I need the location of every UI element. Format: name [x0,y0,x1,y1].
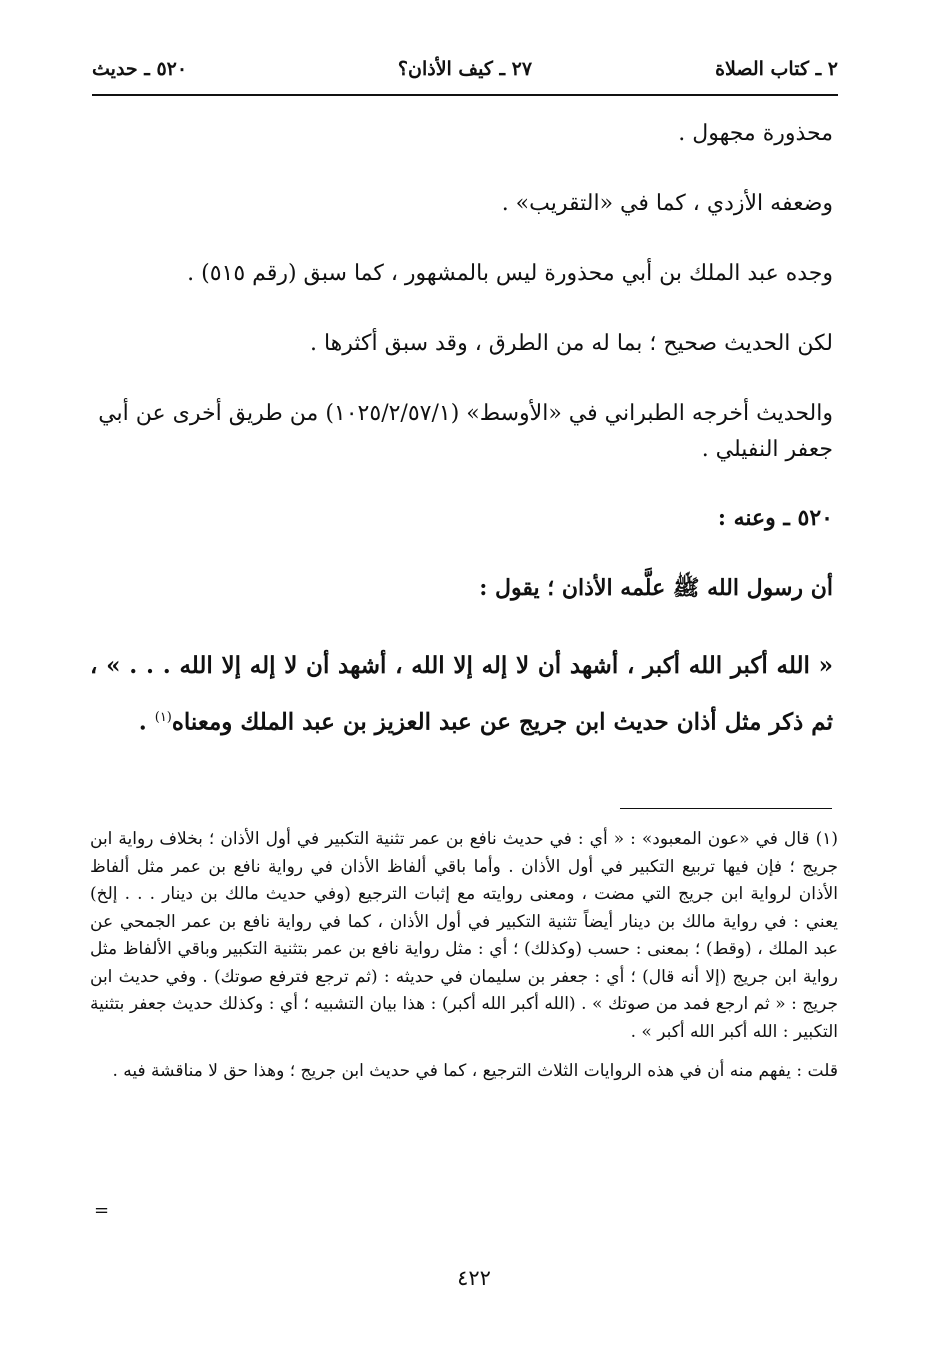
footnotes [90,826,838,1086]
header-chapter-title: ٢٧ ـ كيف الأذان؟ [397,58,533,80]
continuation-mark: = [94,1200,110,1221]
hadith-number-heading: ٥٢٠ ـ وعنه : [717,505,833,531]
paragraph: والحديث أخرجه الطبراني في «الأوسط» (١٠٢٥/٢/٥٧/١) من طريق أخرى عن أبي جعفر النفيلي . [98,401,833,462]
hadith-text-block [90,640,833,749]
paragraph: وضعفه الأزدي ، كما في «التقريب» . [501,191,833,216]
header-book-title: ٢ ـ كتاب الصلاة [715,58,838,80]
header-hadith-number: ٥٢٠ ـ حديث [92,58,188,80]
paragraph: محذورة مجهول . [678,121,833,146]
hadith-intro: أن رسول الله ﷺ علَّمه الأذان ؛ يقول : [479,575,833,601]
footnote-1: (١) قال في «عون المعبود» : « أي : في حديث نافع بن عمر تثنية التكبير في أول الأذان ؛ بخلاف رواية ابن جريج ؛ فإن فيها تربيع التكبير في أول الأذان . وأما باقي ألفاظ الأذان في رواية نافع بن عمر مثل ألفاظ الأذان لرواية ابن جريج التي مضت ، ومعنى روايته مع إثبات الترجيع (وفي حديث مالك بن دينار . . . إلخ) يعني : في رواية مالك بن دينار أيضاً تثنية التكبير في أول الأذان ، كما في رواية نافع بن عمر الجمحي عن عبد الملك ، (وقط) ؛ بمعنى : حسب (وكذلك) ؛ أي : مثل رواية نافع بن عمر بتثنية التكبير وباقي الألفاظ مثل رواية ابن جريج (إلا أنه قال) ؛ أي : جعفر بن سليمان في حديثه : (ثم ترجع فترفع صوتك) . وفي حديث ابن جريج : « ثم ارجع فمد من صوتك » . (الله أكبر الله أكبر) : هذا بيان التشبيه ؛ أي : وكذلك حديث جعفر بتثنية التكبير : الله أكبر الله أكبر » . [90,829,838,1042]
paragraph: وجده عبد الملك بن أبي محذورة ليس بالمشهور ، كما سبق (رقم ٥١٥) . [187,261,833,286]
header-divider [92,94,838,96]
main-text [90,116,833,783]
footnote-comment: قلت : يفهم منه أن في هذه الروايات الثلاث الترجيع ، كما في حديث ابن جريج ؛ وهذا حق لا مناقشة فيه . [112,1061,838,1081]
hadith-end: . [138,708,155,736]
footnote-reference[interactable]: (١) [154,710,172,725]
page-number: ٤٢٢ [457,1266,491,1290]
running-header [92,58,838,92]
footnote-divider [620,808,832,809]
paragraph: لكن الحديث صحيح ؛ بما له من الطرق ، وقد سبق أكثرها . [309,331,833,356]
hadith-text: « الله أكبر الله أكبر ، أشهد أن لا إله إلا الله ، أشهد أن لا إله إلا الله . . . » ، ثم ذكر مثل أذان حديث ابن جريج عن عبد العزيز بن عبد الملك ومعناه [90,652,833,736]
